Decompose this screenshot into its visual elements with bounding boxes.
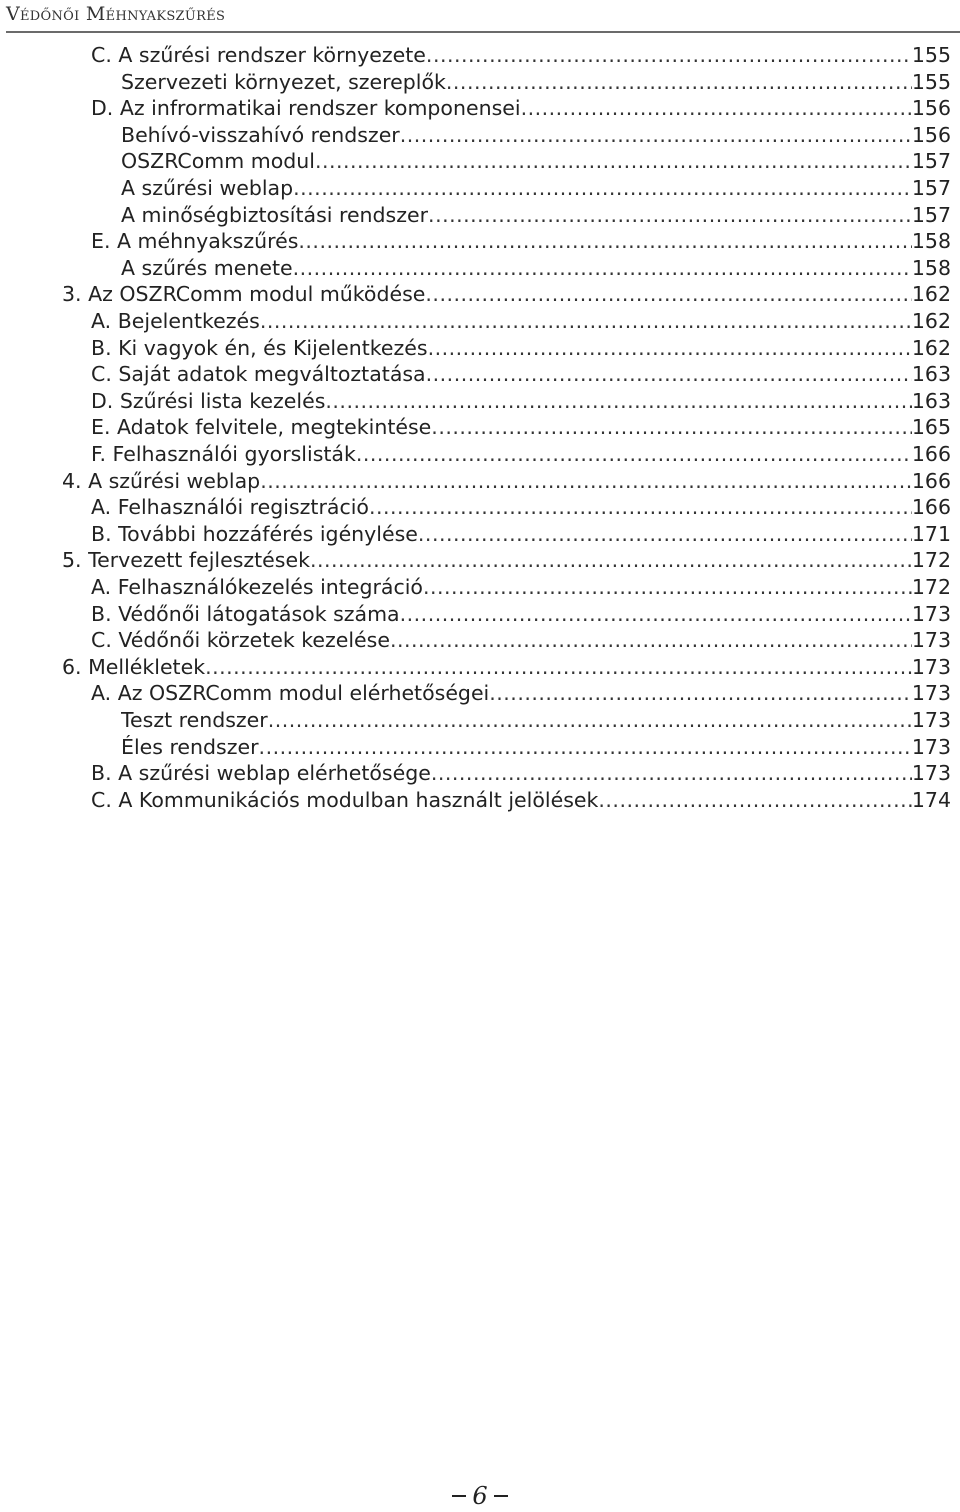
toc-entry-number: 3.	[62, 282, 89, 306]
toc-entry-title: Adatok felvitele, megtekintése	[117, 415, 432, 439]
toc-entry-title: Védőnői látogatások száma	[118, 602, 400, 626]
toc-entry-title: A minőségbiztosítási rendszer	[121, 203, 429, 227]
page-footer	[450, 1480, 510, 1512]
toc-entry[interactable]	[62, 654, 951, 680]
running-header-title: Védőnői Méhnyakszűrés	[6, 3, 226, 25]
toc-entry[interactable]	[91, 601, 951, 627]
toc-entry[interactable]	[91, 414, 951, 440]
toc-leader-dots	[428, 202, 912, 228]
toc-entry-number: C.	[91, 362, 119, 386]
toc-entry-title: Teszt rendszer	[121, 708, 268, 732]
toc-entry[interactable]	[91, 42, 951, 68]
toc-leader-dots	[446, 69, 912, 95]
toc-entry-page: 162	[911, 282, 951, 306]
toc-leader-dots	[260, 308, 912, 334]
toc-entry[interactable]	[121, 202, 951, 228]
toc-entry-page: 165	[911, 415, 951, 439]
toc-leader-dots	[293, 175, 912, 201]
toc-entry-title: OSZRComm modul	[121, 149, 315, 173]
toc-entry-number: D.	[91, 96, 120, 120]
toc-entry-title: A szűrési rendszer környezete	[118, 43, 426, 67]
toc-entry-title: Az OSZRComm modul elérhetőségei	[117, 681, 490, 705]
toc-entry-title: A szűrés menete	[121, 256, 293, 280]
toc-entry-page: 155	[911, 43, 951, 67]
toc-entry-page: 172	[911, 548, 951, 572]
toc-leader-dots	[369, 494, 912, 520]
toc-entry[interactable]	[91, 361, 951, 387]
toc-entry-number: F.	[91, 442, 113, 466]
toc-entry[interactable]	[121, 175, 951, 201]
toc-entry-number: E.	[91, 229, 117, 253]
toc-leader-dots	[598, 787, 911, 813]
toc-entry[interactable]	[121, 255, 951, 281]
toc-leader-dots	[260, 468, 912, 494]
toc-entry-title: Felhasználókezelés integráció	[117, 575, 423, 599]
toc-entry-page: 166	[911, 495, 951, 519]
toc-entry-page: 158	[911, 256, 951, 280]
toc-entry-title: Behívó-visszahívó rendszer	[121, 123, 400, 147]
toc-entry-number: 6.	[62, 655, 89, 679]
toc-leader-dots	[431, 760, 912, 786]
toc-entry-page: 172	[911, 575, 951, 599]
toc-leader-dots	[325, 388, 911, 414]
toc-entry-page: 162	[911, 309, 951, 333]
toc-leader-dots	[489, 680, 912, 706]
toc-leader-dots	[426, 361, 912, 387]
toc-entry-title: Ki vagyok én, és Kijelentkezés	[118, 336, 428, 360]
toc-entry[interactable]	[91, 627, 951, 653]
toc-entry-number: C.	[91, 788, 119, 812]
toc-leader-dots	[521, 95, 912, 121]
toc-entry-title: Védőnői körzetek kezelése	[118, 628, 390, 652]
toc-entry-title: Az infrormatikai rendszer komponensei	[119, 96, 521, 120]
toc-entry[interactable]	[91, 574, 951, 600]
toc-entry-title: Éles rendszer	[121, 735, 259, 759]
toc-leader-dots	[400, 601, 912, 627]
toc-entry-title: Az OSZRComm modul működése	[88, 282, 426, 306]
toc-entry-number: B.	[91, 336, 119, 360]
toc-entry[interactable]	[91, 521, 951, 547]
toc-entry-title: A szűrési weblap elérhetősége	[118, 761, 431, 785]
toc-entry-page: 156	[911, 96, 951, 120]
toc-leader-dots	[418, 521, 912, 547]
toc-leader-dots	[400, 122, 912, 148]
toc-entry-title: Felhasználói regisztráció	[117, 495, 369, 519]
toc-leader-dots	[298, 228, 911, 254]
toc-entry-page: 163	[911, 362, 951, 386]
toc-entry-page: 162	[911, 336, 951, 360]
toc-entry-page: 173	[911, 681, 951, 705]
toc-entry[interactable]	[121, 734, 951, 760]
toc-entry-page: 173	[911, 761, 951, 785]
toc-entry-page: 166	[911, 469, 951, 493]
toc-entry-title: Felhasználói gyorslisták	[112, 442, 356, 466]
toc-entry-page: 155	[911, 70, 951, 94]
toc-entry-number: A.	[91, 575, 118, 599]
toc-entry-title: További hozzáférés igénylése	[118, 522, 418, 546]
toc-entry-page: 163	[911, 389, 951, 413]
toc-entry-number: 4.	[62, 469, 89, 493]
toc-entry-number: B.	[91, 602, 119, 626]
toc-entry[interactable]	[121, 148, 951, 174]
toc-entry-number: A.	[91, 681, 118, 705]
toc-leader-dots	[205, 654, 912, 680]
toc-leader-dots	[431, 414, 912, 440]
toc-leader-dots	[315, 148, 912, 174]
toc-entry[interactable]	[91, 308, 951, 334]
toc-leader-dots	[423, 574, 912, 600]
toc-entry[interactable]	[121, 707, 951, 733]
toc-entry-page: 157	[911, 149, 951, 173]
toc-entry[interactable]	[121, 122, 951, 148]
toc-entry[interactable]	[91, 335, 951, 361]
toc-entry[interactable]	[91, 441, 951, 467]
toc-entry-number: C.	[91, 628, 119, 652]
toc-entry-page: 173	[911, 655, 951, 679]
toc-entry-number: A.	[91, 309, 118, 333]
toc-entry-page: 173	[911, 708, 951, 732]
toc-entry-number: C.	[91, 43, 119, 67]
toc-entry-number: B.	[91, 522, 119, 546]
toc-entry[interactable]	[62, 468, 951, 494]
toc-entry-number: B.	[91, 761, 119, 785]
toc-entry[interactable]	[62, 281, 951, 307]
toc-entry[interactable]	[91, 760, 951, 786]
toc-entry[interactable]	[91, 95, 951, 121]
toc-entry-title: Saját adatok megváltoztatása	[118, 362, 426, 386]
toc-entry-title: A szűrési weblap	[88, 469, 261, 493]
toc-leader-dots	[310, 547, 912, 573]
toc-entry[interactable]	[91, 787, 951, 813]
toc-entry-title: Szűrési lista kezelés	[119, 389, 326, 413]
toc-entry[interactable]	[91, 680, 951, 706]
toc-entry-page: 156	[911, 123, 951, 147]
toc-entry-page: 157	[911, 176, 951, 200]
toc-entry-number: D.	[91, 389, 120, 413]
toc-leader-dots	[390, 627, 912, 653]
toc-leader-dots	[425, 281, 911, 307]
toc-entry[interactable]	[91, 494, 951, 520]
toc-entry-number: E.	[91, 415, 117, 439]
toc-leader-dots	[268, 707, 912, 733]
toc-leader-dots	[428, 335, 912, 361]
toc-entry[interactable]	[62, 547, 951, 573]
toc-entry-title: Bejelentkezés	[117, 309, 260, 333]
toc-entry-page: 174	[911, 788, 951, 812]
page-number: 6	[472, 1482, 488, 1510]
toc-leader-dots	[356, 441, 912, 467]
toc-entry-page: 173	[911, 735, 951, 759]
toc-entry-title: Mellékletek	[88, 655, 206, 679]
toc-entry-number: A.	[91, 495, 118, 519]
toc-leader-dots	[293, 255, 912, 281]
toc-entry-page: 157	[911, 203, 951, 227]
toc-entry[interactable]	[91, 228, 951, 254]
footer-dash-left	[452, 1495, 466, 1497]
toc-entry-page: 158	[911, 229, 951, 253]
toc-entry[interactable]	[121, 69, 951, 95]
toc-entry-page: 173	[911, 628, 951, 652]
toc-entry-title: Szervezeti környezet, szereplők	[121, 70, 446, 94]
toc-entry-title: Tervezett fejlesztések	[88, 548, 310, 572]
toc-leader-dots	[259, 734, 912, 760]
footer-dash-right	[494, 1495, 508, 1497]
toc-entry[interactable]	[91, 388, 951, 414]
toc-entry-title: A szűrési weblap	[121, 176, 294, 200]
toc-entry-page: 171	[911, 522, 951, 546]
toc-entry-page: 173	[911, 602, 951, 626]
toc-leader-dots	[426, 42, 912, 68]
toc-entry-number: 5.	[62, 548, 89, 572]
toc-entry-title: A Kommunikációs modulban használt jelölések	[118, 788, 599, 812]
toc-entry-page: 166	[911, 442, 951, 466]
toc-entry-title: A méhnyakszűrés	[117, 229, 299, 253]
